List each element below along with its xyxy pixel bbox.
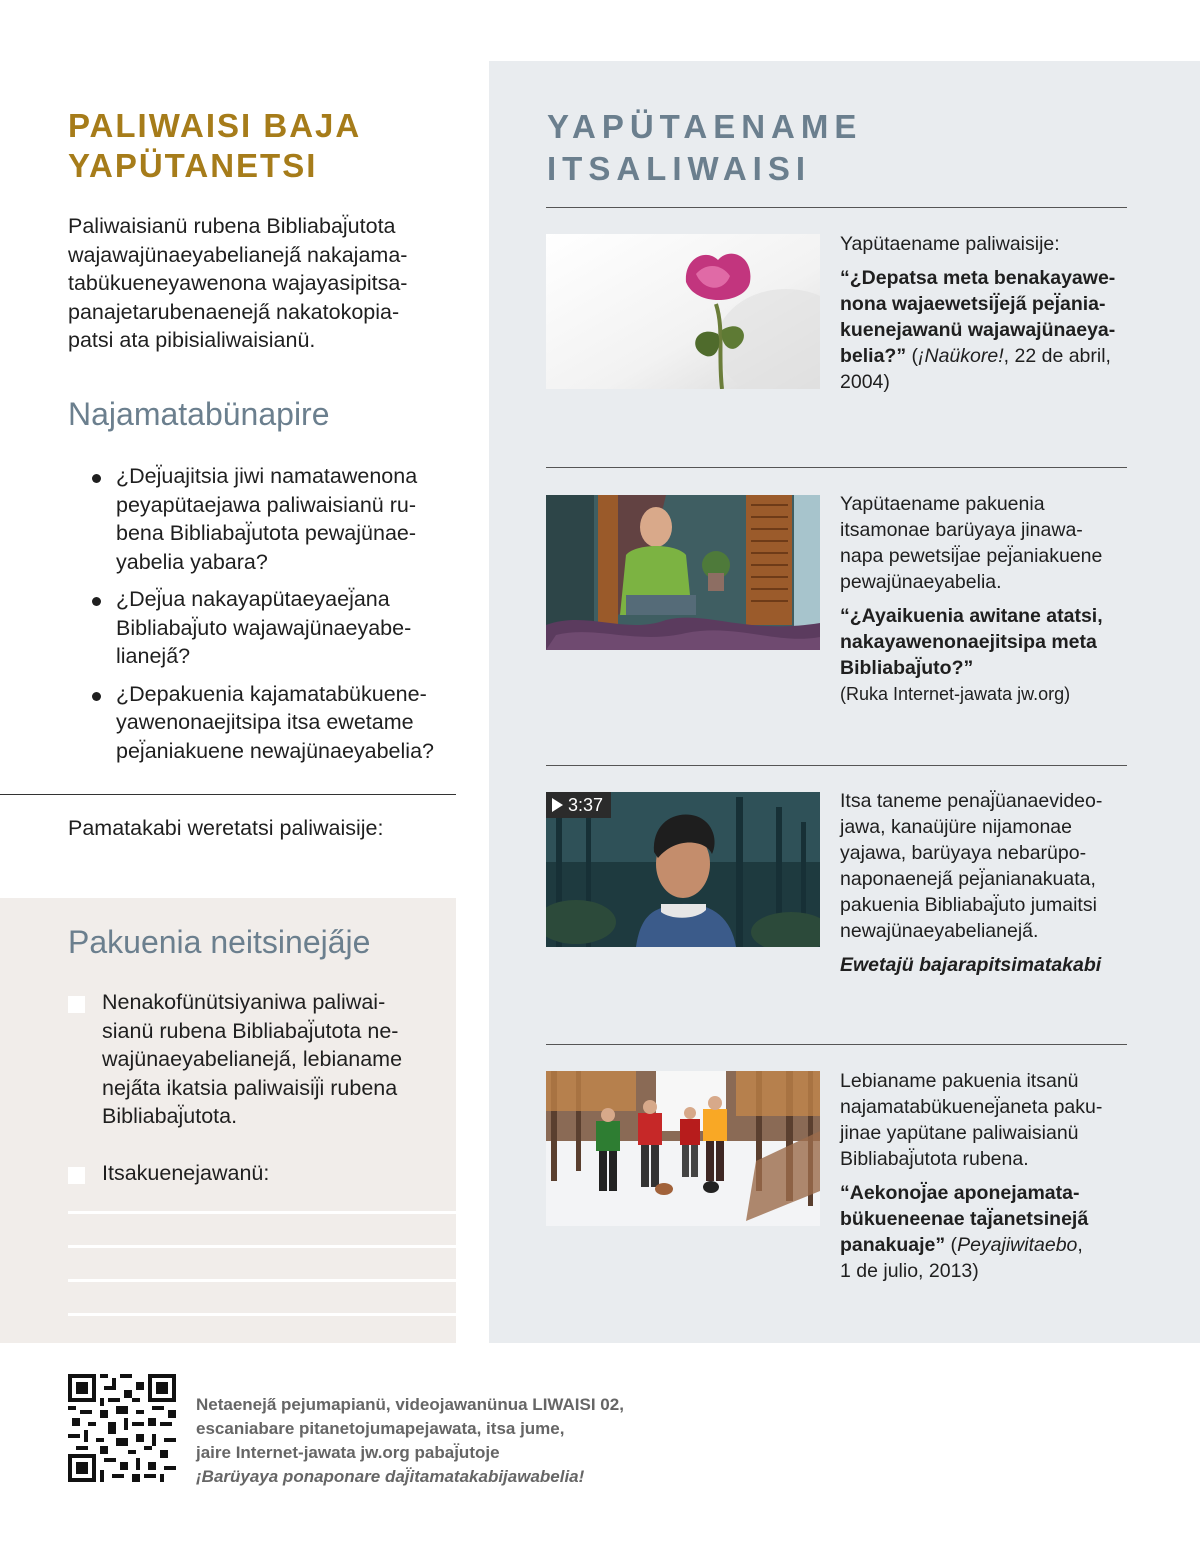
bullet-icon: [92, 597, 101, 606]
divider: [546, 467, 1127, 468]
resources-panel: [489, 61, 1200, 1343]
list-item: [90, 462, 452, 576]
qr-code-icon[interactable]: [68, 1374, 176, 1482]
resource-text: [840, 1068, 1125, 1284]
divider: [0, 794, 456, 795]
footer-text: [196, 1393, 756, 1489]
video-thumbnail[interactable]: [546, 792, 820, 947]
resource-lead: Lebianame pakuenia itsanü najamatabükuenej̈aneta paku- jinae yapütane paliwaisianü Bibliabaj̈utota rubena.: [840, 1070, 1103, 1170]
bullet-icon: [92, 474, 101, 483]
resource-text: [840, 231, 1125, 395]
citation-prefix: (: [906, 345, 919, 367]
footer-line: jaire Internet-jawata jw.org pabaj̈utoje: [196, 1443, 500, 1462]
website-note: (Ruka Internet-jawata jw.org): [840, 684, 1071, 704]
checkbox[interactable]: [68, 1167, 85, 1184]
question-text: ¿Dej̈ua nakayapütaeyaej̈ana Bibliabaj̈uto wajawajünaeyabe- lianeja̋?: [116, 587, 412, 668]
play-icon: [552, 798, 563, 812]
resource-text: [840, 491, 1125, 707]
write-line[interactable]: [68, 1245, 456, 1248]
questions-heading: Najamatabünapire: [68, 396, 330, 432]
footer-slogan: ¡Barüyaya ponaponare daj̈itamatakabijawabelia!: [196, 1467, 585, 1486]
checkbox[interactable]: [68, 996, 85, 1013]
question-text: ¿Dej̈uajitsia jiwi namatawenona peyapütaejawa paliwaisianü ru- bena Bibliabaj̈utota pewajünae- yabelia yabara?: [116, 464, 418, 574]
footer-line: Netaeneja̋ pejumapianü, videojawanünua LIWAISI 02,: [196, 1395, 624, 1414]
questions-list: [90, 462, 452, 774]
divider: [546, 1044, 1127, 1045]
man-at-window-image: [546, 495, 820, 650]
return-visit-label: Pamatakabi weretatsi paliwaisije:: [68, 816, 384, 840]
list-item: [90, 585, 452, 671]
video-duration-badge: [546, 792, 611, 818]
article-title: “¿Depatsa meta benakayawe- nona wajaewetsij̈eja̋ pej̈ania- kuenejawanü wajawajünaeya- belia?”: [840, 267, 1116, 367]
resources-title: YAPÜTAENAME ITSALIWAISI: [547, 108, 863, 187]
resource-lead: Yapütaename pakuenia itsamonae barüyaya jinawa- napa pewetsij̈ae pej̈aniakuene pewajünaeyabelia.: [840, 493, 1103, 593]
resource-lead: Yapütaename paliwaisije:: [840, 233, 1060, 255]
question-text: ¿Depakuenia kajamatabükuene- yawenonaejitsipa itsa ewetame pej̈aniakuene newajünaeyabelia?: [116, 681, 434, 763]
interest-heading: Pakuenia neitsineja̋je: [68, 924, 371, 960]
video-title: Ewetajü bajarapitsimatakabi: [840, 954, 1102, 976]
snow-walk-image: [546, 1071, 820, 1226]
write-line[interactable]: [68, 1313, 456, 1316]
article-title: “¿Ayaikuenia awitane atatsi, nakayawenonaejitsipa meta Bibliabaj̈uto?”: [840, 605, 1103, 679]
publication-name: Peyajiwitaebo: [957, 1234, 1078, 1256]
list-item: [90, 680, 452, 766]
checkbox-label: Itsakuenejawanü:: [102, 1161, 270, 1185]
footer-line: escaniabare pitanetojumapejawata, itsa jume,: [196, 1419, 565, 1438]
publication-name: ¡Naükore!: [918, 345, 1004, 367]
interest-box: [0, 898, 456, 1343]
checkbox-item[interactable]: [68, 1159, 438, 1188]
intro-paragraph: Paliwaisianü rubena Bibliabaj̈utota wajawajünaeyabelianeja̋ nakajama- tabükueneyawenona wajayasipitsa- panajetarubenaeneja̋ nakatokopia- patsi ata pibisialiwaisianü.: [68, 214, 408, 352]
citation-date: , 22 de abril, 2004): [840, 345, 1111, 393]
checkbox-item[interactable]: [68, 988, 438, 1131]
checkbox-label: Nenakofünütsiyaniwa paliwai- sianü rubena Bibliabaj̈utota ne- wajünaeyabelianeja̋, lebianame neja̋ta ikatsia paliwaisij̈i rubena Bibliabaj̈utota.: [102, 990, 403, 1128]
flower-image: [546, 234, 820, 389]
bullet-icon: [92, 692, 101, 701]
write-line[interactable]: [68, 1211, 456, 1214]
page-title: PALIWAISI BAJA YAPÜTANETSI: [68, 107, 362, 184]
video-duration: 3:37: [568, 795, 604, 815]
citation-date: , 1 de julio, 2013): [840, 1234, 1083, 1282]
article-title: “Aekonoj̈ae aponejamata- bükueneenae taj̈anetsineja̋ panakuaje”: [840, 1182, 1089, 1256]
divider: [546, 765, 1127, 766]
write-line[interactable]: [68, 1279, 456, 1282]
divider: [546, 207, 1127, 208]
resource-text: [840, 788, 1125, 978]
citation-prefix: (: [945, 1234, 958, 1256]
resource-lead: Itsa taneme penaj̈üanaevideo- jawa, kanaüjüre nijamonae yajawa, barüyaya nebarüpo- naponaeneja̋ pej̈anianakuata, pakuenia Bibliabaj̈uto jumaitsi newajünaeyabelianeja̋.: [840, 790, 1103, 942]
